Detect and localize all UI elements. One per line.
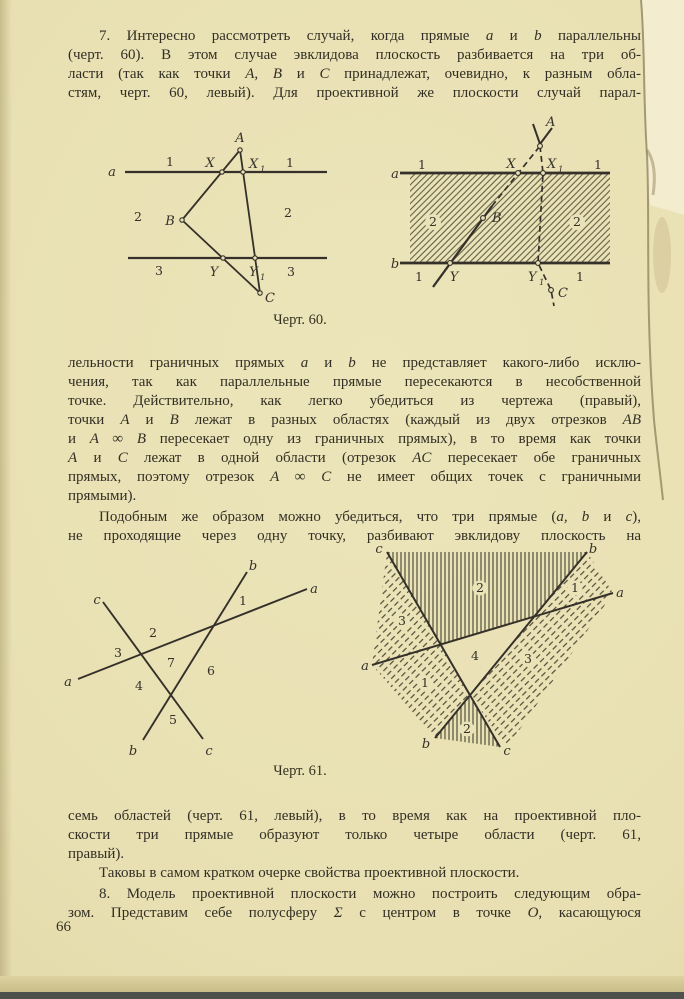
region-label-2: 2: [463, 721, 471, 736]
text-segment: a: [485, 28, 494, 44]
point-X: [220, 170, 224, 174]
text-segment: A: [120, 412, 130, 428]
region-label-4: 4: [471, 648, 479, 663]
point-C: [258, 291, 262, 295]
label-line-c-bottom: c: [503, 744, 511, 759]
region-label-3: 3: [287, 264, 295, 279]
text-segment: точки: [68, 412, 121, 428]
ray-at-A-left: [533, 124, 540, 144]
text-segment: a: [300, 355, 309, 371]
text-segment: с центром в точке: [342, 905, 528, 921]
text-segment: и: [308, 355, 349, 371]
label-point-Y: Y: [449, 270, 459, 285]
text-line: [68, 430, 641, 449]
text-segment: прямых, поэтому отрезок: [68, 469, 271, 485]
text-segment: C: [117, 450, 128, 466]
region-label-6: 6: [207, 663, 215, 678]
text-segment: правый).: [68, 846, 125, 862]
label-point-B: B: [492, 211, 502, 226]
label-line-b-top: b: [248, 559, 258, 574]
text-segment: A, B: [245, 66, 282, 82]
text-segment: скости три прямые образуют только четыре области (черт. 61,: [68, 827, 641, 843]
paragraph-2: [68, 354, 641, 506]
caption-figure-60: Черт. 60.: [273, 312, 327, 328]
label-line-b-bottom: b: [128, 744, 138, 759]
text-segment: AC: [412, 450, 432, 466]
label-point-Y1: Y: [528, 270, 537, 285]
figure-60-left: [60, 120, 360, 315]
text-segment: семь областей (черт. 61, левый), в то время как на проективной пло-: [68, 808, 641, 824]
text-segment: и: [77, 450, 118, 466]
text-segment: ласти (так как точки: [68, 66, 246, 82]
region-label-7: 7: [167, 655, 175, 670]
label-line-a-right: a: [616, 586, 624, 601]
text-line: [68, 46, 641, 65]
label-point-C: C: [265, 291, 275, 306]
text-segment: лельности граничных прямых: [68, 355, 301, 371]
region-label-4: 4: [135, 678, 143, 693]
region-label-1: 1: [415, 269, 423, 284]
region-label-2: 2: [284, 205, 292, 220]
label-line-b-bottom: b: [421, 737, 431, 752]
text-line: [68, 468, 641, 487]
text-line: [68, 392, 641, 411]
text-segment: пересекает обе граничных: [431, 450, 642, 466]
paragraph-5: [68, 864, 641, 883]
point-X: [516, 171, 521, 176]
label-point-X1-subscript: 1: [558, 165, 564, 175]
text-segment: 7. Интересно рассмотреть случай, когда прямые: [99, 28, 486, 44]
label-line-c-top: c: [93, 593, 101, 608]
point-B: [180, 218, 184, 222]
region-label-2: 2: [149, 625, 157, 640]
label-point-X1: X: [249, 157, 259, 172]
paragraph-6: [68, 885, 641, 923]
region-label-1: 1: [166, 154, 174, 169]
text-line: [68, 864, 641, 883]
point-C: [549, 288, 554, 293]
text-segment: и: [68, 431, 90, 447]
label-point-X1: X: [547, 157, 557, 172]
text-line: [68, 487, 641, 506]
point-X1: [241, 170, 245, 174]
text-line: [68, 84, 641, 103]
region-label-1: 1: [286, 155, 294, 170]
region-label-3: 3: [155, 263, 163, 278]
ray-at-A-right: [540, 128, 552, 144]
figure-61-right: [355, 540, 645, 768]
region-label-5: 5: [169, 712, 177, 727]
label-point-Y1-subscript: 1: [260, 273, 266, 283]
text-segment: точке. Действительно, как легко убедиться из чертежа (правый),: [68, 393, 641, 409]
region-label-1: 1: [418, 157, 426, 172]
text-segment: A: [68, 450, 78, 466]
region-label-2: 2: [573, 214, 581, 229]
region-label-3: 3: [524, 651, 532, 666]
text-segment: прямыми).: [68, 488, 137, 504]
label-line-a-left: a: [64, 675, 72, 690]
text-line: [68, 373, 641, 392]
label-point-Y: Y: [209, 265, 219, 280]
text-segment: лежат в разных областях (каждый из двух отрезков: [178, 412, 623, 428]
line-c: [103, 602, 203, 739]
point-B: [481, 216, 486, 221]
page-crease-artifact: [584, 0, 684, 500]
text-segment: c: [625, 509, 633, 525]
text-segment: Σ: [333, 905, 343, 921]
text-segment: лежат в одной области (отрезок: [127, 450, 413, 466]
label-point-X: X: [506, 157, 516, 172]
label-line-b-top: b: [588, 542, 598, 557]
text-line: [68, 885, 641, 904]
point-A: [238, 148, 242, 152]
text-segment: не представляет какого-либо исклю-: [355, 355, 642, 371]
text-segment: Подобным же образом можно убедиться, что три прямые (: [99, 509, 557, 525]
paragraph-4: [68, 807, 641, 864]
label-point-B: B: [165, 214, 175, 229]
region-label-3: 3: [114, 645, 122, 660]
region-label-1: 1: [239, 593, 247, 608]
region-label-1: 1: [421, 675, 429, 690]
text-segment: и: [129, 412, 170, 428]
text-segment: пересекает одну из граничных прямых), в то время как точки: [146, 431, 641, 447]
label-line-a-right: a: [310, 582, 318, 597]
scan-dark-edge: [0, 992, 684, 999]
text-segment: зом. Представим себе полусферу: [68, 905, 334, 921]
label-line-c-bottom: c: [205, 744, 213, 759]
text-segment: , касающуюся: [538, 905, 641, 921]
text-line: [68, 354, 641, 373]
label-point-A: A: [546, 115, 556, 130]
line-b: [143, 572, 247, 740]
text-segment: принадлежат, очевидно, к разным обла-: [329, 66, 641, 82]
text-line: [68, 411, 641, 430]
point-A: [538, 144, 543, 149]
caption-figure-61: Черт. 61.: [273, 763, 327, 779]
page-number: 66: [56, 919, 71, 935]
paper-blotch: [653, 217, 671, 293]
label-line-a: a: [391, 167, 399, 182]
text-segment: и: [282, 66, 320, 82]
text-segment: и: [493, 28, 535, 44]
text-segment: (черт. 60). В этом случае эвклидова плоскость разбивается на три об-: [68, 47, 641, 63]
text-segment: b: [348, 355, 356, 371]
point-Y1: [253, 256, 257, 260]
region-label-2: 2: [134, 209, 142, 224]
text-segment: A ∞ B: [89, 431, 147, 447]
text-segment: ),: [632, 509, 642, 525]
text-segment: B: [169, 412, 179, 428]
text-segment: A ∞ C: [270, 469, 332, 485]
label-line-b: b: [390, 257, 400, 272]
text-line: [68, 508, 641, 527]
text-line: [68, 65, 641, 84]
label-point-Y1-subscript: 1: [539, 278, 545, 288]
label-line-a-left: a: [361, 659, 369, 674]
label-point-X1-subscript: 1: [260, 165, 266, 175]
label-point-Y1: Y: [249, 265, 258, 280]
text-line: [68, 845, 641, 864]
page-bottom-edge: [0, 976, 684, 992]
text-segment: не имеет общих точек с граничными: [331, 469, 642, 485]
text-segment: Таковы в самом кратком очерке свойства проективной плоскости.: [99, 865, 520, 881]
text-segment: b: [534, 28, 542, 44]
text-segment: AB: [622, 412, 641, 428]
label-point-X: X: [205, 156, 215, 171]
text-line: [68, 904, 641, 923]
figure-61-left: [55, 552, 345, 764]
text-line: [68, 826, 641, 845]
paragraph-1: [68, 27, 641, 103]
point-Y: [448, 261, 453, 266]
text-segment: и: [589, 509, 626, 525]
point-Y: [221, 256, 225, 260]
region-label-1: 1: [571, 580, 579, 595]
region-label-2: 2: [429, 214, 437, 229]
region-label-2: 2: [476, 580, 484, 595]
label-line-c-top: c: [375, 542, 383, 557]
three-lines: [78, 572, 307, 740]
region-label-1: 1: [594, 157, 602, 172]
text-segment: C: [319, 66, 330, 82]
point-X1: [541, 171, 546, 176]
label-line-a: a: [108, 165, 116, 180]
parallel-lines-a-b: [125, 172, 327, 258]
label-point-C: C: [558, 286, 568, 301]
region-label-1: 1: [576, 269, 584, 284]
point-Y1: [536, 261, 541, 266]
region-label-3: 3: [398, 613, 406, 628]
text-segment: чения, так как параллельные прямые пересекаются в несобственной: [68, 374, 641, 390]
text-segment: не проходящие через одну точку, разбивают эвклидову плоскость на: [68, 528, 641, 544]
label-point-A: A: [235, 131, 245, 146]
text-line: [68, 27, 641, 46]
text-segment: a, b: [556, 509, 590, 525]
text-segment: O: [527, 905, 539, 921]
text-segment: параллельны: [541, 28, 641, 44]
text-segment: стям, черт. 60, левый). Для проективной же плоскости случай парал-: [68, 85, 641, 101]
text-segment: 8. Модель проективной плоскости можно построить следующим обра-: [99, 886, 641, 902]
page-left-edge-shadow: [0, 0, 12, 999]
line-a: [78, 589, 307, 679]
text-line: [68, 449, 641, 468]
text-line: [68, 807, 641, 826]
